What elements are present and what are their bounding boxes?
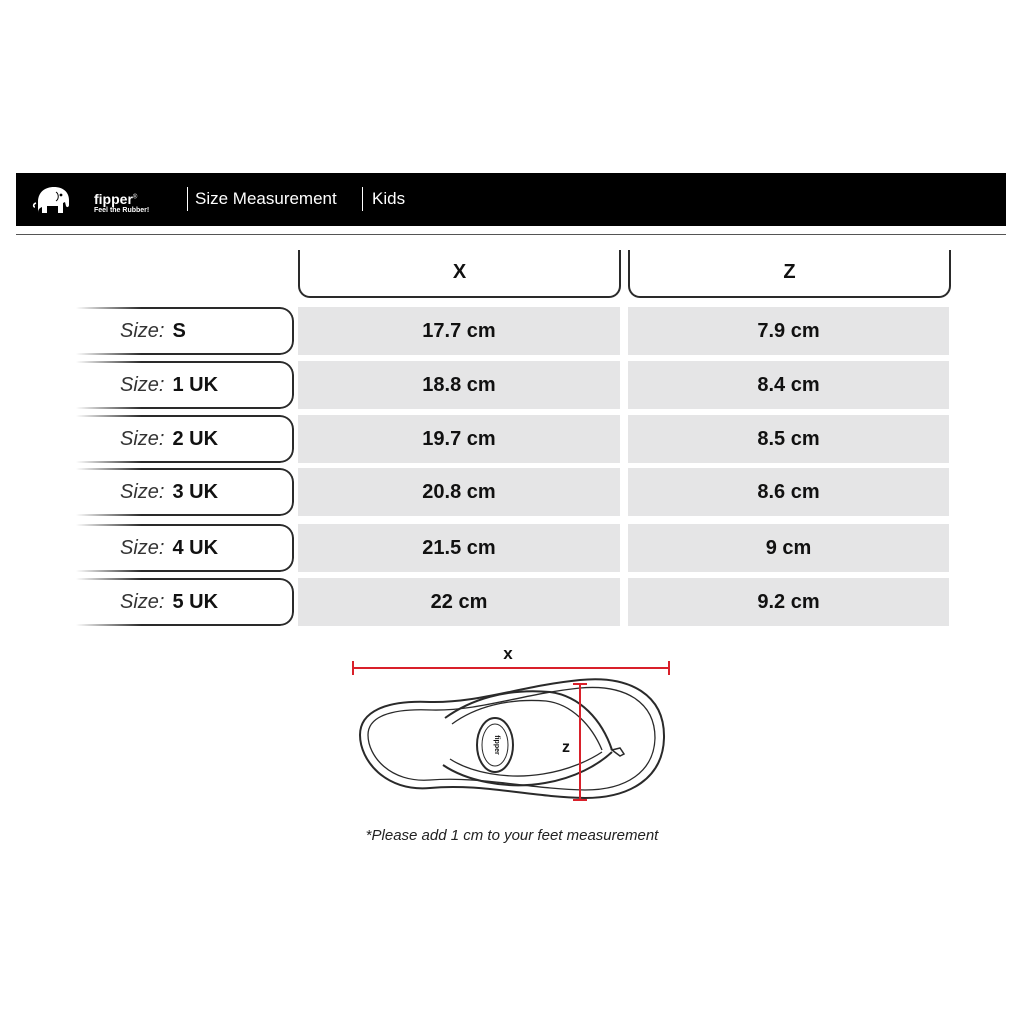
size-label — [120, 468, 218, 516]
header-divider — [187, 187, 188, 211]
cell-z: 8.6 cm — [628, 468, 949, 516]
cell-z: 8.5 cm — [628, 415, 949, 463]
size-prefix: Size: — [120, 374, 165, 396]
cell-x: 18.8 cm — [298, 361, 620, 409]
header-rule — [16, 234, 1006, 235]
trademark-mark: ® — [132, 194, 138, 201]
sandal-toe-post — [612, 748, 624, 756]
size-label — [120, 578, 218, 626]
size-prefix: Size: — [120, 320, 165, 342]
size-prefix: Size: — [120, 537, 165, 559]
cell-x: 19.7 cm — [298, 415, 620, 463]
size-label — [120, 307, 186, 355]
size-prefix: Size: — [120, 591, 165, 613]
category-label: Kids — [372, 189, 406, 208]
brand-logo[interactable] — [32, 180, 172, 220]
header-divider — [362, 187, 363, 211]
brand-name: fipper — [94, 191, 133, 207]
cell-x: 21.5 cm — [298, 524, 620, 572]
page-title: Size Measurement — [195, 189, 337, 208]
sandal-diagram — [340, 640, 700, 820]
size-label — [120, 415, 218, 463]
size-label — [120, 524, 218, 572]
column-header-x: X — [298, 250, 621, 298]
cell-z: 7.9 cm — [628, 307, 949, 355]
size-prefix: Size: — [120, 481, 165, 503]
cell-z: 8.4 cm — [628, 361, 949, 409]
cell-x: 20.8 cm — [298, 468, 620, 516]
size-value: 3 UK — [172, 481, 219, 503]
size-value: 5 UK — [172, 591, 219, 613]
x-measure-line — [353, 661, 669, 675]
header-bar — [16, 173, 1006, 226]
elephant-icon — [32, 183, 74, 217]
footnote: *Please add 1 cm to your feet measurement — [365, 827, 659, 844]
z-measure-label: z — [562, 739, 570, 756]
brand-tagline: Feel the Rubber! — [94, 207, 150, 214]
size-value: 1 UK — [172, 374, 219, 396]
size-prefix: Size: — [120, 428, 165, 450]
size-value: S — [172, 320, 186, 342]
size-label — [120, 361, 218, 409]
cell-x: 22 cm — [298, 578, 620, 626]
cell-x: 17.7 cm — [298, 307, 620, 355]
column-header-z: Z — [628, 250, 951, 298]
x-measure-label: x — [503, 644, 513, 663]
size-value: 4 UK — [172, 537, 219, 559]
cell-z: 9.2 cm — [628, 578, 949, 626]
size-value: 2 UK — [172, 428, 219, 450]
sandal-logo-text: fipper — [493, 735, 500, 755]
cell-z: 9 cm — [628, 524, 949, 572]
